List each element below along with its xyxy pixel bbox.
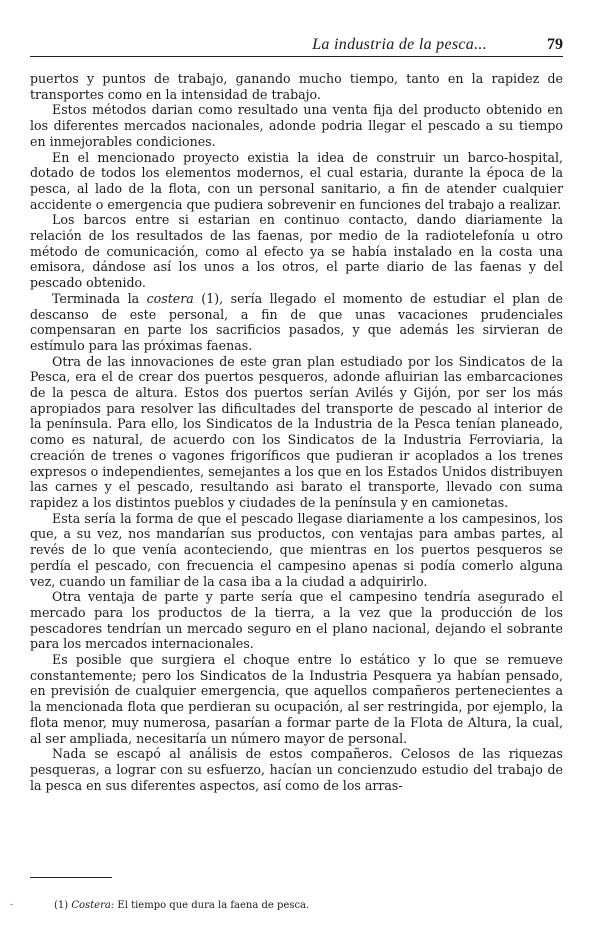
paragraph-9: Es posible que surgiera el choque entre lo estático y lo que se remueve constantemente; pero los Sindicatos de la Industria Pesquera ya habían pensado, en previsión de cualquier emergencia, que aquellos compañeros pertenecientes a la mencionada flota que perdieran su ocupación, al ser restringida, por ejemplo, la flota menor, muy numerosa, pasarían a formar parte de la Flota de Altura, la cual, al ser ampliada, necesitaría un número mayor de personal. <box>30 652 563 746</box>
footnote-text: El tiempo que dura la faena de pesca. <box>117 900 310 911</box>
running-title: La industria de la pesca... <box>312 36 487 53</box>
costera-term: costera <box>146 290 194 306</box>
paragraph-4: Los barcos entre si estarian en continuo contacto, dando diariamente la relación de los resultados de las faenas, por medio de la radiotelefonía u otro método de comunicación, como al efecto ya se había instalado en la costa una emisora, dándose así los unos a los otros, el parte diario de las faenas y del pescado obtenido. <box>30 212 563 291</box>
footnote <box>54 900 309 912</box>
footnote-term: Costera: <box>71 900 115 911</box>
body-text <box>30 71 563 793</box>
page-number: 79 <box>547 36 563 53</box>
paragraph-10: Nada se escapó al análisis de estos compañeros. Celosos de las riquezas pesqueras, a lograr con su esfuerzo, hacían un concienzudo estudio del trabajo de la pesca en sus diferentes aspectos, así como de los arras- <box>30 746 563 793</box>
paragraph-6: Otra de las innovaciones de este gran plan estudiado por los Sindicatos de la Pesca, era el de crear dos puertos pesqueros, adonde afluirian las embarcaciones de la pesca de altura. Estos dos puertos serían Avilés y Gijón, por ser los más apropiados para resolver las dificultades del transporte de pescado al interior de la península. Para ello, los Sindicatos de la Industria de la Pesca tenían planeado, como es natural, de acuerdo con los Sindicatos de la Industria Ferroviaria, la creación de trenes o vagones frigoríficos que pudieran ir acoplados a los trenes expresos o independientes, semejantes a los que en los Estados Unidos distribuyen las carnes y el pescado, resultando asi barato el transporte, llevado con suma rapidez a los distintos pueblos y ciudades de la península y en camionetas. <box>30 353 563 510</box>
running-header <box>30 34 563 57</box>
footnote-marker: (1) <box>54 900 69 911</box>
paragraph-5 <box>30 291 563 354</box>
paragraph-8: Otra ventaja de parte y parte sería que el campesino tendría asegurado el mercado para los productos de la tierra, a la vez que la producción de los pescadores tendrían un mercado seguro en el plano nacional, dejando el sobrante para los mercados internacionales. <box>30 589 563 652</box>
paragraph-1: puertos y puntos de trabajo, ganando mucho tiempo, tanto en la rapidez de transportes como en la intensidad de trabajo. <box>30 71 563 102</box>
margin-mark: - <box>10 900 14 910</box>
paragraph-5-start: Terminada la <box>52 290 147 306</box>
paragraph-3: En el mencionado proyecto existia la idea de construir un barco-hospital, dotado de todos los elementos modernos, el cual estaria, durante la época de la pesca, al lado de la flota, con un personal sanitario, a fin de atender cualquier accidente o emergencia que pudiera sobrevenir en funciones del trabajo a realizar. <box>30 149 563 212</box>
paragraph-2: Estos métodos darian como resultado una venta fija del producto obtenido en los diferentes mercados nacionales, adonde podria llegar el pescado a su tiempo en inmejorables condiciones. <box>30 102 563 149</box>
footnote-rule <box>30 877 112 878</box>
paragraph-7: Esta sería la forma de que el pescado llegase diariamente a los campesinos, los que, a su vez, nos mandarían sus productos, con ventajas para ambas partes, al revés de lo que venía aconteciendo, que mientras en los puertos pesqueros se perdía el pescado, con frecuencia el campesino apenas si podía comerlo alguna vez, cuando un familiar de la casa iba a la ciudad a adquirirlo. <box>30 510 563 589</box>
paragraph-5-end: (1), sería llegado el momento de estudiar el plan de descanso de este personal, a fin de que unas vacaciones prudenciales compensaran en parte los sacrificios pasados, y que además les sirvieran de estímulo para las próximas faenas. <box>30 290 563 353</box>
